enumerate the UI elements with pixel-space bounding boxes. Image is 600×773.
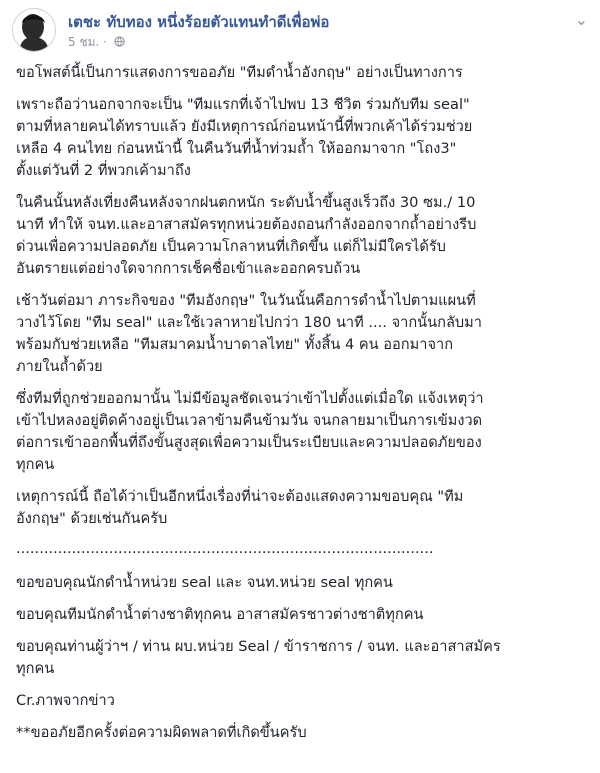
post-paragraph xyxy=(16,388,588,476)
closing-line xyxy=(16,636,588,680)
post-header xyxy=(12,8,588,52)
text-line: พร้อมกับช่วยเหลือ "ทีมสมาคมน้ำบาดาลไทย" ทั้งสิ้น 4 คน ออกมาจาก xyxy=(16,336,454,353)
globe-icon xyxy=(114,36,125,50)
text-line: **ขออภัยอีกครั้งต่อความผิดพลาดที่เกิดขึ้นครับ xyxy=(16,724,307,741)
post-time[interactable]: 5 ชม. xyxy=(68,35,100,49)
text-line: ขอขอบคุณนักดำน้ำหน่วย seal และ จนท.หน่วย seal ทุกคน xyxy=(16,574,393,591)
text-line: อันตรายแต่อย่างใดจากการเช็คชื่อเข้าและออกครบถ้วน xyxy=(16,260,361,277)
divider-line: .......................................................................................... xyxy=(16,540,434,557)
author-name[interactable]: เตชะ ทับทอง หนึ่งร้อยตัวแทนทำดีเพื่อพ่อ xyxy=(68,13,330,31)
post-paragraph xyxy=(16,94,588,182)
avatar[interactable] xyxy=(12,8,56,52)
closing-line xyxy=(16,572,588,594)
closing-line xyxy=(16,690,588,712)
text-line: ด่วนเพื่อความปลอดภัย เป็นความโกลาหนที่เกิดขึ้น แต่ก็ไม่มีใครได้รับ xyxy=(16,238,446,255)
text-line: Cr.ภาพจากข่าว xyxy=(16,692,115,709)
post-paragraph xyxy=(16,486,588,530)
text-line: ขอบคุณท่านผู้ว่าฯ / ท่าน ผบ.หน่วย Seal / ข้าราชการ / จนท. และอาสาสมัคร xyxy=(16,638,501,655)
text-line: ภายในถ้ำด้วย xyxy=(16,358,103,375)
post-closing xyxy=(16,572,588,744)
text-line: เพราะถือว่านอกจากจะเป็น "ทีมแรกที่เจ้าไปพบ 13 ชีวิต ร่วมกับทีม seal" xyxy=(16,96,470,113)
text-line: อังกฤษ" ด้วยเช่นกันครับ xyxy=(16,510,168,527)
text-line: ต่อการเข้าออกพื้นที่ถึงขั้นสูงสุดเพื่อความเป็นระเบียบและความปลอดภัยของ xyxy=(16,434,482,451)
text-line: ขอบคุณทีมนักดำน้ำต่างชาติทุกคน อาสาสมัครชาวต่างชาติทุกคน xyxy=(16,606,424,623)
avatar-silhouette-icon xyxy=(13,9,55,51)
closing-line xyxy=(16,604,588,626)
text-line: เข้าไปหลงอยู่ติดค้างอยู่เป็นเวลาข้ามคืนข้ามวัน จนกลายมาเป็นการเข้มงวด xyxy=(16,412,483,429)
text-line: ทุกคน xyxy=(16,456,55,473)
post-paragraph xyxy=(16,62,588,84)
closing-line xyxy=(16,722,588,744)
post-body xyxy=(16,62,588,754)
text-line: วางไว้โดย "ทีม seal" และใช้เวลาหายไปกว่า 180 นาที .... จากนั้นกลับมา xyxy=(16,314,482,331)
text-line: เหตุการณ์นี้ ถือได้ว่าเป็นอีกหนึ่งเรื่องที่น่าจะต้องแสดงความขอบคุณ "ทีม xyxy=(16,488,464,505)
post-paragraphs xyxy=(16,62,588,530)
chevron-down-icon[interactable]: ⌄ xyxy=(574,10,588,29)
text-line: นาที ทำให้ จนท.และอาสาสมัครทุกหน่วยต้องถอนกำลังออกจากถ้ำอย่างรีบ xyxy=(16,216,477,233)
text-line: ในคืนนั้นหลังเที่ยงคืนหลังจากฝนตกหนัก ระดับน้ำขึ้นสูงเร็วถึง 30 ซม./ 10 xyxy=(16,194,476,211)
text-line: ตั้งแต่วันที่ 2 ที่พวกเค้ามาถึง xyxy=(16,162,191,179)
text-line: เหลือ 4 คนไทย ก่อนหน้านี้ ในคืนวันที่น้ำท่วมถ้ำ ให้ออกมาจาก "โถง3" xyxy=(16,140,457,157)
post-paragraph xyxy=(16,192,588,280)
post-meta xyxy=(68,33,125,52)
text-line: ซึ่งทีมที่ถูกช่วยออกมานั้น ไม่มีข้อมูลชัดเจนว่าเข้าไปตั้งแต่เมื่อใด แจ้งเหตุว่า xyxy=(16,390,484,407)
text-line: ขอโพสต์นี้เป็นการแสดงการขออภัย "ทีมดำน้ำอังกฤษ" อย่างเป็นทางการ xyxy=(16,64,463,81)
text-line: เช้าวันต่อมา ภาระกิจของ "ทีมอังกฤษ" ในวันนั้นคือการดำน้ำไปตามแผนที่ xyxy=(16,292,476,309)
text-line: ตามที่หลายคนได้ทราบแล้ว ยังมีเหตุการณ์ก่อนหน้านี้ที่พวกเค้าได้ร่วมช่วย xyxy=(16,118,473,135)
post-paragraph xyxy=(16,290,588,378)
text-line: ทุกคน xyxy=(16,660,55,677)
meta-separator: · xyxy=(103,35,107,49)
